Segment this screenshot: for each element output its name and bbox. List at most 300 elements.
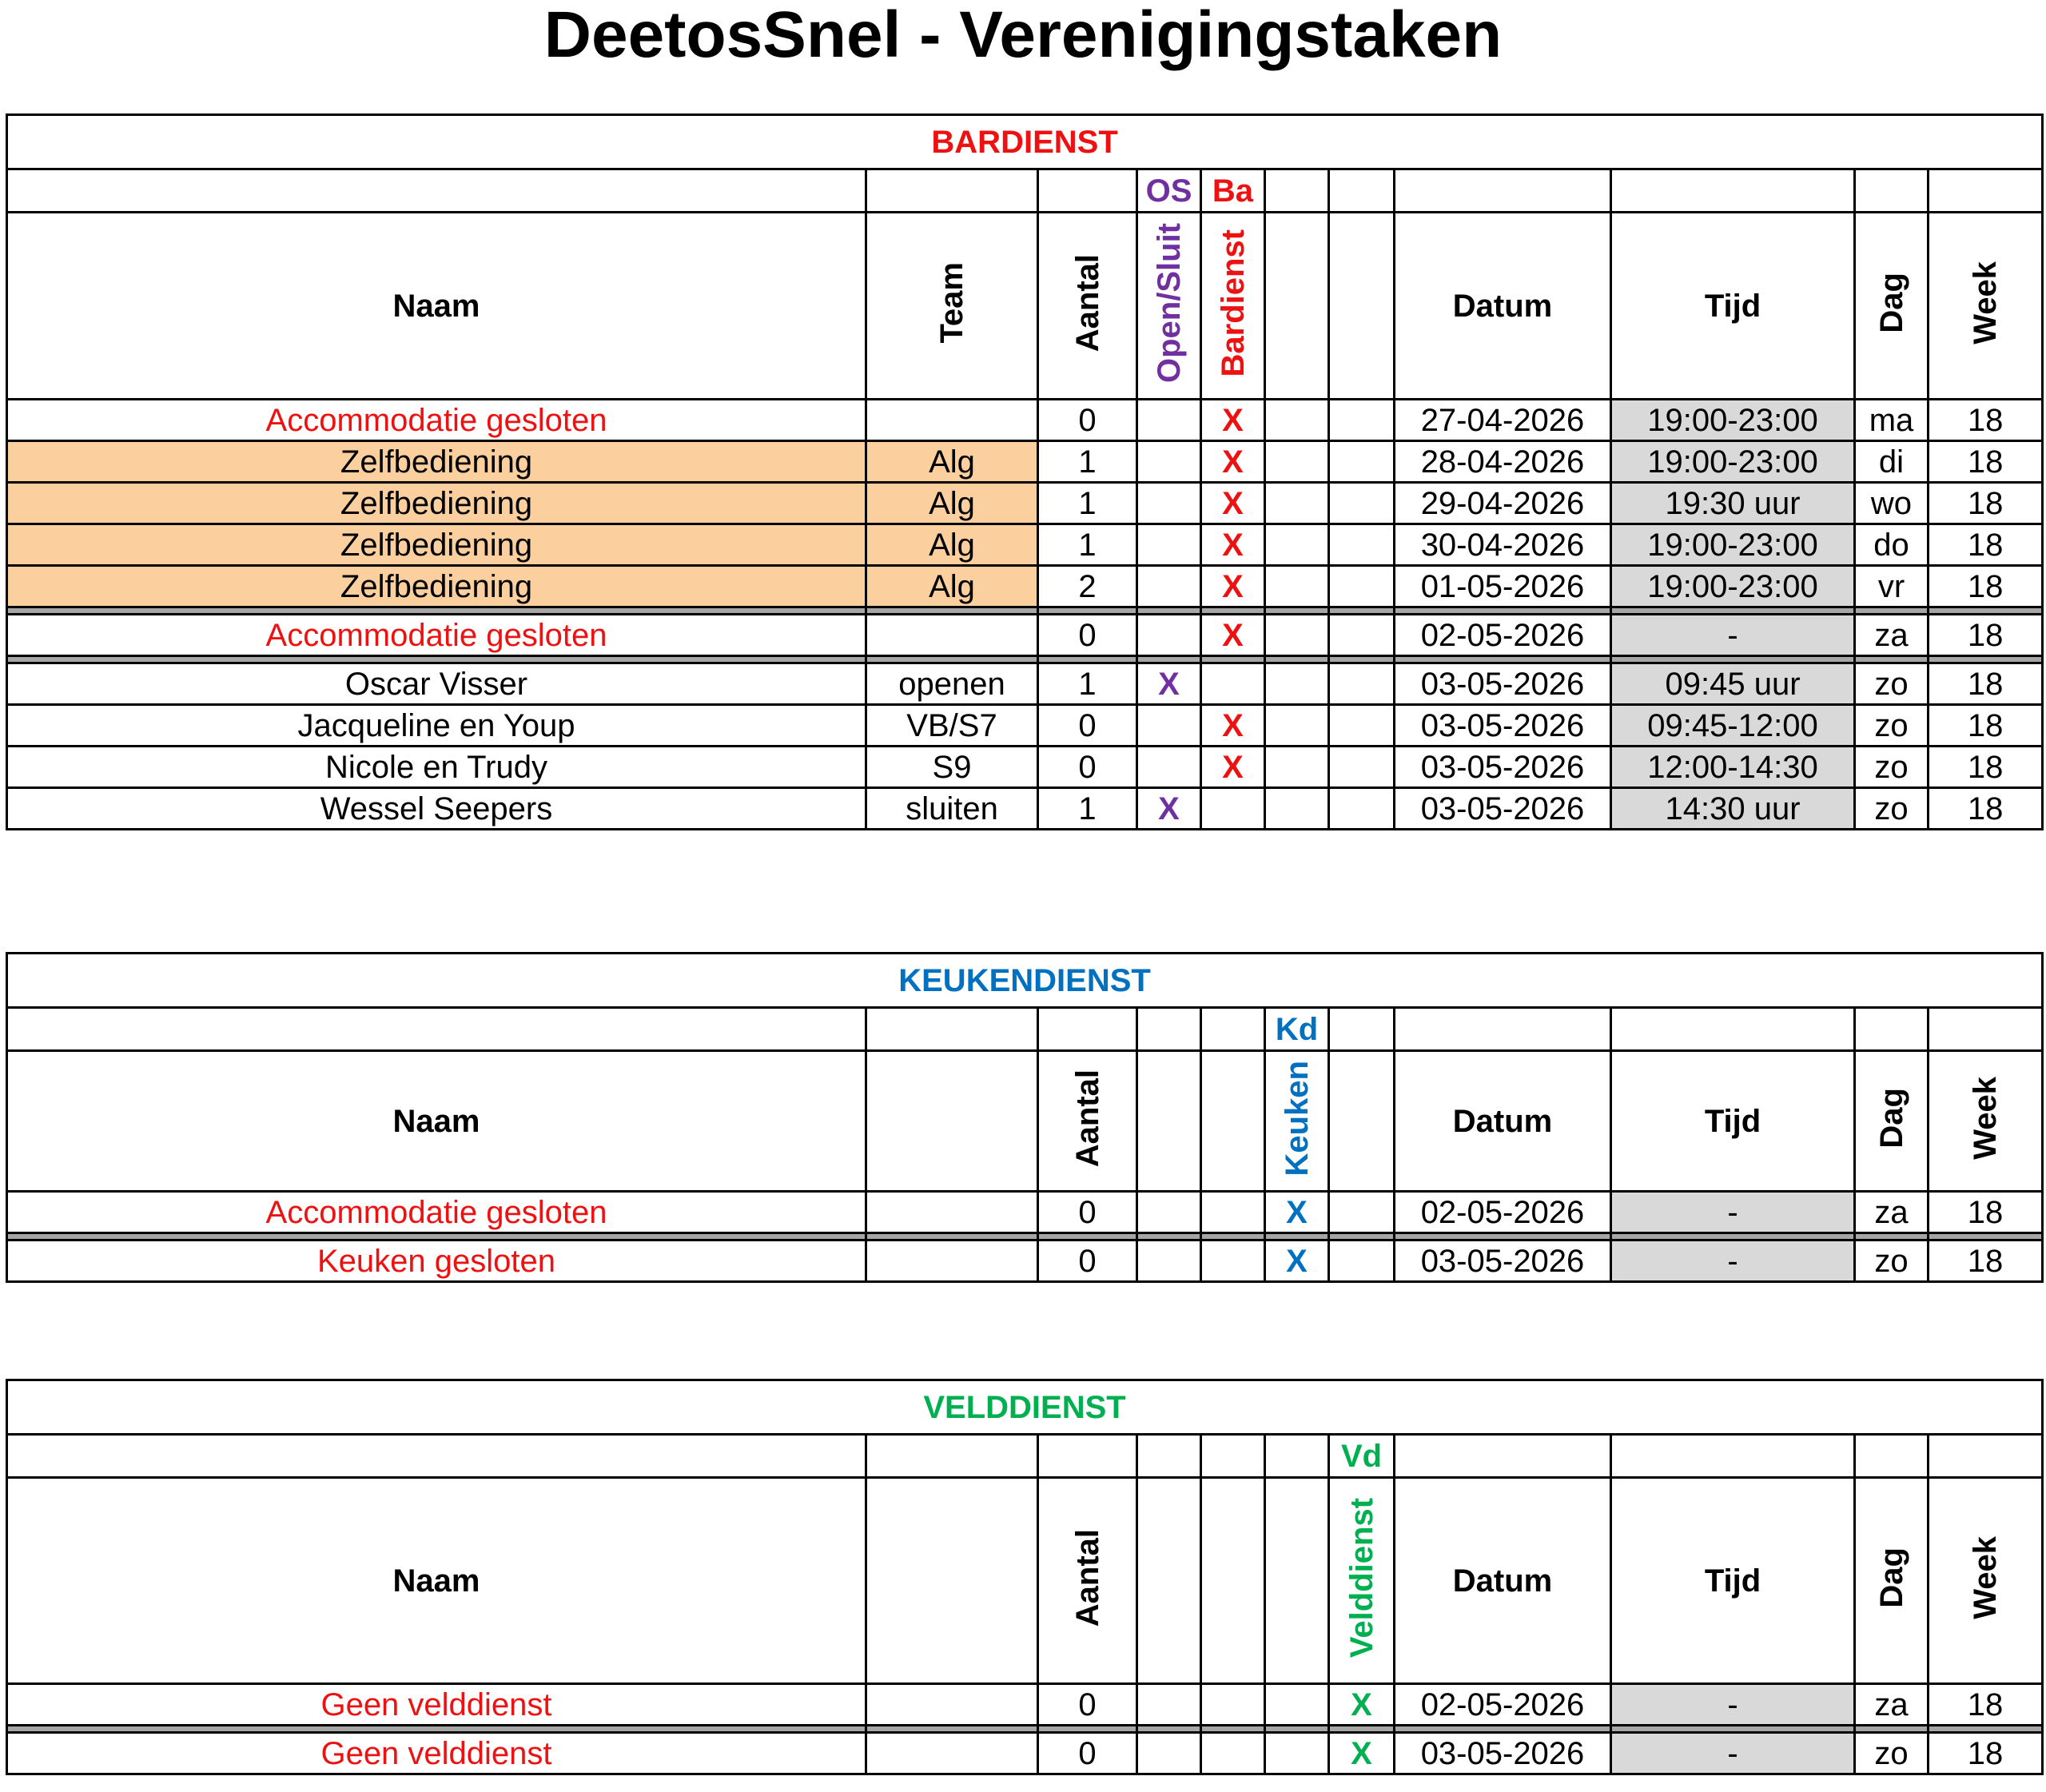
cell-naam: Geen velddienst xyxy=(7,1733,866,1774)
header-row xyxy=(7,1051,2043,1192)
row-separator xyxy=(7,1233,2043,1240)
header-dag-label: Dag xyxy=(1873,273,1909,333)
code-cell xyxy=(1329,169,1395,213)
cell-datum: 28-04-2026 xyxy=(1395,441,1611,483)
cell-tijd: 19:00-23:00 xyxy=(1611,566,1855,607)
cell-week: 18 xyxy=(1929,747,2043,788)
cell-naam: Zelfbediening xyxy=(7,483,866,524)
code-cell xyxy=(1137,1435,1201,1478)
cell-team: Alg xyxy=(866,524,1038,566)
header-tijd: Tijd xyxy=(1611,1051,1855,1192)
separator-cell xyxy=(1038,1233,1137,1240)
cell-naam: Accommodatie gesloten xyxy=(7,400,866,441)
cell-mark xyxy=(1137,1240,1201,1282)
cell-datum: 03-05-2026 xyxy=(1395,1240,1611,1282)
cell-team xyxy=(866,1684,1038,1726)
cell-datum: 30-04-2026 xyxy=(1395,524,1611,566)
cell-team: Alg xyxy=(866,441,1038,483)
separator-cell xyxy=(1855,656,1929,663)
cell-naam: Zelfbediening xyxy=(7,441,866,483)
header-week-label: Week xyxy=(1968,1077,2004,1160)
table-row xyxy=(7,788,2043,830)
cell-mark: X xyxy=(1265,1192,1329,1233)
separator-cell xyxy=(1265,656,1329,663)
separator-cell xyxy=(1611,1233,1855,1240)
cell-datum: 03-05-2026 xyxy=(1395,1733,1611,1774)
cell-team xyxy=(866,400,1038,441)
header-mark xyxy=(1265,1051,1329,1192)
cell-mark xyxy=(1137,705,1201,747)
code-row xyxy=(7,169,2043,213)
cell-mark: X xyxy=(1329,1733,1395,1774)
code-cell-team xyxy=(866,1008,1038,1051)
code-cell-tijd xyxy=(1611,1435,1855,1478)
code-cell-datum xyxy=(1395,1435,1611,1478)
cell-aantal: 0 xyxy=(1038,1240,1137,1282)
separator-cell xyxy=(1329,607,1395,615)
cell-mark: X xyxy=(1201,441,1265,483)
cell-mark xyxy=(1201,1733,1265,1774)
cell-mark xyxy=(1265,524,1329,566)
header-mark xyxy=(1329,1478,1395,1684)
header-mark xyxy=(1201,213,1265,400)
cell-mark: X xyxy=(1201,566,1265,607)
cell-mark xyxy=(1265,1733,1329,1774)
code-cell-dag xyxy=(1855,169,1929,213)
header-tijd: Tijd xyxy=(1611,1478,1855,1684)
cell-mark xyxy=(1329,747,1395,788)
cell-dag: do xyxy=(1855,524,1929,566)
cell-dag: zo xyxy=(1855,1240,1929,1282)
code-cell-tijd xyxy=(1611,169,1855,213)
separator-cell xyxy=(1137,1726,1201,1733)
header-row xyxy=(7,213,2043,400)
cell-mark xyxy=(1265,483,1329,524)
header-mark-label: Velddienst xyxy=(1343,1497,1379,1659)
row-separator xyxy=(7,1726,2043,1733)
table-row xyxy=(7,663,2043,705)
separator-cell xyxy=(7,607,866,615)
cell-dag: zo xyxy=(1855,788,1929,830)
code-cell-week xyxy=(1929,1008,2043,1051)
cell-dag: zo xyxy=(1855,747,1929,788)
cell-week: 18 xyxy=(1929,615,2043,656)
table-row xyxy=(7,1192,2043,1233)
header-aantal-label: Aantal xyxy=(1069,1069,1105,1168)
code-cell-naam xyxy=(7,1008,866,1051)
cell-team: S9 xyxy=(866,747,1038,788)
separator-cell xyxy=(7,1726,866,1733)
cell-dag: zo xyxy=(1855,1733,1929,1774)
code-cell-tijd xyxy=(1611,1008,1855,1051)
cell-mark xyxy=(1265,400,1329,441)
header-aantal-label: Aantal xyxy=(1069,253,1105,352)
cell-datum: 01-05-2026 xyxy=(1395,566,1611,607)
cell-mark xyxy=(1329,1192,1395,1233)
separator-cell xyxy=(1201,656,1265,663)
cell-mark xyxy=(1137,1733,1201,1774)
cell-mark xyxy=(1137,566,1201,607)
header-team xyxy=(866,1051,1038,1192)
table-row xyxy=(7,615,2043,656)
separator-cell xyxy=(1038,607,1137,615)
cell-team: openen xyxy=(866,663,1038,705)
header-dag-label: Dag xyxy=(1873,1547,1909,1608)
cell-dag: wo xyxy=(1855,483,1929,524)
cell-mark xyxy=(1137,400,1201,441)
cell-naam: Keuken gesloten xyxy=(7,1240,866,1282)
cell-datum: 03-05-2026 xyxy=(1395,663,1611,705)
cell-week: 18 xyxy=(1929,483,2043,524)
separator-cell xyxy=(1395,1233,1611,1240)
page-title: DeetosSnel - Verenigingstaken xyxy=(543,0,1503,71)
cell-mark: X xyxy=(1201,400,1265,441)
cell-dag: ma xyxy=(1855,400,1929,441)
cell-tijd: 12:00-14:30 xyxy=(1611,747,1855,788)
cell-aantal: 0 xyxy=(1038,615,1137,656)
cell-dag: za xyxy=(1855,615,1929,656)
row-separator xyxy=(7,656,2043,663)
cell-datum: 02-05-2026 xyxy=(1395,1684,1611,1726)
separator-cell xyxy=(1855,607,1929,615)
cell-naam: Nicole en Trudy xyxy=(7,747,866,788)
separator-cell xyxy=(866,607,1038,615)
velddienst-table xyxy=(6,1379,2044,1775)
code-cell-naam xyxy=(7,169,866,213)
cell-aantal: 1 xyxy=(1038,441,1137,483)
cell-week: 18 xyxy=(1929,788,2043,830)
header-week xyxy=(1929,1478,2043,1684)
code-cell xyxy=(1201,1008,1265,1051)
cell-tijd: 19:30 uur xyxy=(1611,483,1855,524)
separator-cell xyxy=(1038,656,1137,663)
header-naam: Naam xyxy=(7,213,866,400)
header-mark xyxy=(1329,1051,1395,1192)
code-cell-team xyxy=(866,1435,1038,1478)
separator-cell xyxy=(1329,656,1395,663)
cell-tijd: - xyxy=(1611,1240,1855,1282)
cell-aantal: 2 xyxy=(1038,566,1137,607)
cell-dag: di xyxy=(1855,441,1929,483)
cell-tijd: 09:45 uur xyxy=(1611,663,1855,705)
separator-cell xyxy=(1855,1726,1929,1733)
separator-cell xyxy=(1038,1726,1137,1733)
separator-cell xyxy=(1265,607,1329,615)
section-title: KEUKENDIENST xyxy=(7,954,2043,1008)
separator-cell xyxy=(1395,656,1611,663)
cell-naam: Oscar Visser xyxy=(7,663,866,705)
cell-dag: zo xyxy=(1855,663,1929,705)
header-datum: Datum xyxy=(1395,1051,1611,1192)
separator-cell xyxy=(1929,656,2043,663)
cell-datum: 03-05-2026 xyxy=(1395,747,1611,788)
cell-mark xyxy=(1201,1240,1265,1282)
cell-team xyxy=(866,1240,1038,1282)
cell-aantal: 0 xyxy=(1038,400,1137,441)
separator-cell xyxy=(7,656,866,663)
cell-team xyxy=(866,615,1038,656)
cell-mark xyxy=(1265,615,1329,656)
cell-mark xyxy=(1329,524,1395,566)
cell-week: 18 xyxy=(1929,705,2043,747)
cell-mark xyxy=(1137,1684,1201,1726)
cell-team xyxy=(866,1192,1038,1233)
cell-mark xyxy=(1201,663,1265,705)
cell-tijd: 19:00-23:00 xyxy=(1611,400,1855,441)
header-team xyxy=(866,213,1038,400)
cell-mark xyxy=(1265,788,1329,830)
cell-tijd: - xyxy=(1611,615,1855,656)
header-mark xyxy=(1137,213,1201,400)
code-cell xyxy=(1329,1008,1395,1051)
cell-tijd: - xyxy=(1611,1733,1855,1774)
cell-mark xyxy=(1329,441,1395,483)
cell-naam: Zelfbediening xyxy=(7,566,866,607)
header-mark-label: Keuken xyxy=(1279,1060,1315,1177)
separator-cell xyxy=(1201,607,1265,615)
cell-mark: X xyxy=(1201,615,1265,656)
cell-team: Alg xyxy=(866,483,1038,524)
header-datum: Datum xyxy=(1395,1478,1611,1684)
separator-cell xyxy=(1265,1233,1329,1240)
separator-cell xyxy=(866,1726,1038,1733)
header-aantal-label: Aantal xyxy=(1069,1528,1105,1627)
header-mark xyxy=(1265,213,1329,400)
table-row xyxy=(7,400,2043,441)
table-row xyxy=(7,1733,2043,1774)
cell-mark xyxy=(1137,615,1201,656)
cell-mark xyxy=(1265,663,1329,705)
cell-mark xyxy=(1137,1192,1201,1233)
cell-aantal: 1 xyxy=(1038,483,1137,524)
code-cell-aantal xyxy=(1038,1008,1137,1051)
header-mark xyxy=(1329,213,1395,400)
header-mark xyxy=(1201,1478,1265,1684)
cell-mark xyxy=(1265,1684,1329,1726)
header-week-label: Week xyxy=(1968,261,2004,344)
header-aantal xyxy=(1038,213,1137,400)
table-row xyxy=(7,1240,2043,1282)
header-dag xyxy=(1855,1478,1929,1684)
separator-cell xyxy=(1611,656,1855,663)
cell-naam: Accommodatie gesloten xyxy=(7,615,866,656)
separator-cell xyxy=(1137,607,1201,615)
cell-naam: Zelfbediening xyxy=(7,524,866,566)
header-mark xyxy=(1137,1478,1201,1684)
cell-naam: Wessel Seepers xyxy=(7,788,866,830)
cell-aantal: 1 xyxy=(1038,524,1137,566)
cell-week: 18 xyxy=(1929,663,2043,705)
table-row xyxy=(7,566,2043,607)
cell-mark: X xyxy=(1329,1684,1395,1726)
cell-week: 18 xyxy=(1929,1192,2043,1233)
code-cell-aantal xyxy=(1038,1435,1137,1478)
code-row xyxy=(7,1008,2043,1051)
header-aantal xyxy=(1038,1051,1137,1192)
cell-naam: Accommodatie gesloten xyxy=(7,1192,866,1233)
cell-naam: Jacqueline en Youp xyxy=(7,705,866,747)
code-cell-datum xyxy=(1395,169,1611,213)
header-naam: Naam xyxy=(7,1051,866,1192)
code-cell-dag xyxy=(1855,1008,1929,1051)
cell-team xyxy=(866,1733,1038,1774)
cell-dag: za xyxy=(1855,1192,1929,1233)
keukendienst-table xyxy=(6,952,2044,1283)
code-cell xyxy=(1201,1435,1265,1478)
header-mark-label: Bardienst xyxy=(1215,229,1251,377)
header-week-label: Week xyxy=(1968,1536,2004,1619)
cell-mark: X xyxy=(1201,747,1265,788)
code-cell-week xyxy=(1929,169,2043,213)
code-cell-dag xyxy=(1855,1435,1929,1478)
cell-mark xyxy=(1329,566,1395,607)
cell-tijd: 14:30 uur xyxy=(1611,788,1855,830)
cell-mark xyxy=(1329,615,1395,656)
header-dag xyxy=(1855,213,1929,400)
cell-mark xyxy=(1329,788,1395,830)
cell-aantal: 0 xyxy=(1038,1192,1137,1233)
separator-cell xyxy=(1329,1726,1395,1733)
separator-cell xyxy=(1929,607,2043,615)
table-row xyxy=(7,483,2043,524)
header-tijd: Tijd xyxy=(1611,213,1855,400)
cell-mark: X xyxy=(1265,1240,1329,1282)
cell-mark xyxy=(1137,524,1201,566)
cell-dag: zo xyxy=(1855,705,1929,747)
separator-cell xyxy=(1395,607,1611,615)
cell-aantal: 1 xyxy=(1038,663,1137,705)
header-mark xyxy=(1265,1478,1329,1684)
cell-aantal: 1 xyxy=(1038,788,1137,830)
cell-dag: vr xyxy=(1855,566,1929,607)
code-cell-team xyxy=(866,169,1038,213)
table-row xyxy=(7,747,2043,788)
cell-mark xyxy=(1329,400,1395,441)
separator-cell xyxy=(866,656,1038,663)
header-row xyxy=(7,1478,2043,1684)
separator-cell xyxy=(866,1233,1038,1240)
cell-aantal: 0 xyxy=(1038,1684,1137,1726)
cell-aantal: 0 xyxy=(1038,1733,1137,1774)
cell-team: sluiten xyxy=(866,788,1038,830)
cell-datum: 03-05-2026 xyxy=(1395,788,1611,830)
cell-mark xyxy=(1137,483,1201,524)
cell-mark xyxy=(1265,566,1329,607)
code-cell: OS xyxy=(1137,169,1201,213)
separator-cell xyxy=(1855,1233,1929,1240)
cell-mark xyxy=(1329,483,1395,524)
table-row xyxy=(7,705,2043,747)
code-cell xyxy=(1265,1435,1329,1478)
separator-cell xyxy=(1201,1726,1265,1733)
header-team xyxy=(866,1478,1038,1684)
cell-datum: 02-05-2026 xyxy=(1395,1192,1611,1233)
separator-cell xyxy=(1201,1233,1265,1240)
cell-mark xyxy=(1201,1684,1265,1726)
header-week xyxy=(1929,213,2043,400)
cell-week: 18 xyxy=(1929,400,2043,441)
code-cell-aantal xyxy=(1038,169,1137,213)
header-week xyxy=(1929,1051,2043,1192)
cell-mark xyxy=(1329,1240,1395,1282)
cell-team: VB/S7 xyxy=(866,705,1038,747)
separator-cell xyxy=(1137,656,1201,663)
cell-datum: 02-05-2026 xyxy=(1395,615,1611,656)
cell-mark xyxy=(1201,788,1265,830)
code-cell xyxy=(1137,1008,1201,1051)
cell-tijd: - xyxy=(1611,1684,1855,1726)
code-cell: Vd xyxy=(1329,1435,1395,1478)
cell-week: 18 xyxy=(1929,1684,2043,1726)
code-row xyxy=(7,1435,2043,1478)
cell-mark: X xyxy=(1137,663,1201,705)
cell-week: 18 xyxy=(1929,566,2043,607)
header-dag-label: Dag xyxy=(1873,1088,1909,1149)
cell-datum: 03-05-2026 xyxy=(1395,705,1611,747)
cell-mark: X xyxy=(1201,524,1265,566)
cell-datum: 27-04-2026 xyxy=(1395,400,1611,441)
header-mark xyxy=(1201,1051,1265,1192)
separator-cell xyxy=(1929,1726,2043,1733)
cell-mark xyxy=(1265,705,1329,747)
cell-mark: X xyxy=(1137,788,1201,830)
separator-cell xyxy=(1329,1233,1395,1240)
code-cell: Ba xyxy=(1201,169,1265,213)
separator-cell xyxy=(1611,607,1855,615)
cell-mark xyxy=(1201,1192,1265,1233)
cell-mark xyxy=(1329,663,1395,705)
cell-aantal: 0 xyxy=(1038,705,1137,747)
separator-cell xyxy=(1137,1233,1201,1240)
row-separator xyxy=(7,607,2043,615)
cell-team: Alg xyxy=(866,566,1038,607)
cell-week: 18 xyxy=(1929,441,2043,483)
cell-tijd: 19:00-23:00 xyxy=(1611,524,1855,566)
header-naam: Naam xyxy=(7,1478,866,1684)
cell-week: 18 xyxy=(1929,1240,2043,1282)
cell-naam: Geen velddienst xyxy=(7,1684,866,1726)
cell-dag: za xyxy=(1855,1684,1929,1726)
cell-tijd: 19:00-23:00 xyxy=(1611,441,1855,483)
cell-tijd: 09:45-12:00 xyxy=(1611,705,1855,747)
separator-cell xyxy=(1611,1726,1855,1733)
separator-cell xyxy=(1265,1726,1329,1733)
separator-cell xyxy=(1395,1726,1611,1733)
cell-mark: X xyxy=(1201,705,1265,747)
cell-week: 18 xyxy=(1929,524,2043,566)
header-datum: Datum xyxy=(1395,213,1611,400)
section-title: BARDIENST xyxy=(7,115,2043,169)
cell-mark xyxy=(1137,441,1201,483)
cell-mark xyxy=(1265,747,1329,788)
code-cell-week xyxy=(1929,1435,2043,1478)
cell-mark xyxy=(1265,441,1329,483)
code-cell: Kd xyxy=(1265,1008,1329,1051)
cell-tijd: - xyxy=(1611,1192,1855,1233)
cell-mark xyxy=(1329,705,1395,747)
cell-week: 18 xyxy=(1929,1733,2043,1774)
header-team-label: Team xyxy=(934,262,969,344)
section-title: VELDDIENST xyxy=(7,1380,2043,1435)
header-mark xyxy=(1137,1051,1201,1192)
cell-aantal: 0 xyxy=(1038,747,1137,788)
separator-cell xyxy=(7,1233,866,1240)
bardienst-table xyxy=(6,113,2044,830)
cell-datum: 29-04-2026 xyxy=(1395,483,1611,524)
header-mark-label: Open/Sluit xyxy=(1151,223,1187,383)
table-row xyxy=(7,1684,2043,1726)
code-cell-naam xyxy=(7,1435,866,1478)
